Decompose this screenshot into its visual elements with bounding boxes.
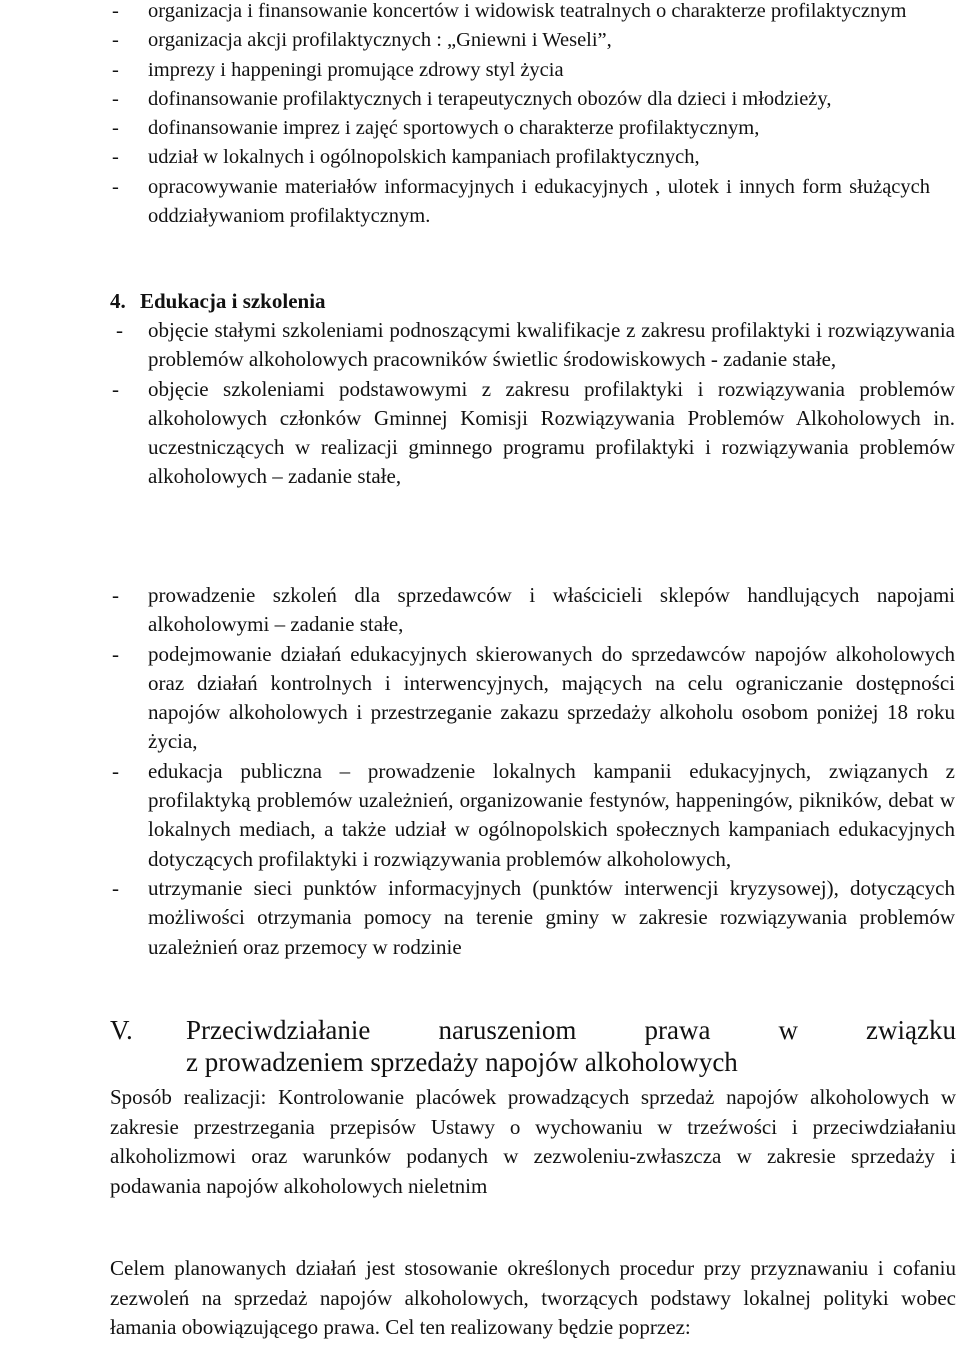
list-item (0, 173, 960, 232)
list-item (0, 640, 960, 757)
list-item (0, 85, 960, 114)
list-item (0, 0, 960, 26)
list-item (0, 874, 960, 962)
paragraph-method: Sposób realizacji: Kontrolowanie placówek prowadzących sprzedaż napojów alkoholowych w zakresie przestrzegania przepisów Ustawy o wychowaniu w trzeźwości i przeciwdziałaniu alkoholizmowi oraz warunków podanych w zezwoleniu-zwłaszcza w zakresie sprzedaży i podawania napojów alkoholowych nieletnim (110, 1085, 956, 1198)
list-item (0, 316, 960, 375)
list-item (0, 581, 960, 640)
list-dash: - (112, 29, 119, 52)
list-item-text: organizacja i finansowanie koncertów i widowisk teatralnych o charakterze profilaktycznym (148, 0, 907, 22)
list-item-text: objęcie szkoleniami podstawowymi z zakresu profilaktyki i rozwiązywania problemów alkoholowych członków Gminnej Komisji Rozwiązywania Problemów Alkoholowych in. uczestniczących w realizacji gminnego programu profilaktyki i rozwiązywania problemów alkoholowych – zadanie stałe, (148, 376, 955, 489)
list-dash: - (112, 87, 119, 110)
list-item-text: imprezy i happeningi promujące zdrowy styl życia (148, 58, 564, 81)
list-item-text: podejmowanie działań edukacyjnych skierowanych do sprzedawców napojów alkoholowych oraz działań kontrolnych i interwencyjnych, mających na celu ograniczanie dostępności napojów alkoholowych i przestrzeganie zakazu sprzedaży alkoholu osobom poniżej 18 roku życia, (148, 641, 955, 754)
list-item-text: objęcie stałymi szkoleniami podnoszącymi kwalifikacje z zakresu profilaktyki i rozwiązywania problemów alkoholowych pracowników świetlic środowiskowych - zadanie stałe, (148, 318, 955, 372)
heading-number: 4. (110, 289, 126, 313)
list-item (0, 143, 960, 172)
list-dash: - (112, 117, 119, 140)
list-item-text: prowadzenie szkoleń dla sprzedawców i właścicieli sklepów handlujących napojami alkoholowymi – zadanie stałe, (148, 583, 955, 637)
paragraph-goal: Celem planowanych działań jest stosowanie określonych procedur przy przyznawaniu i cofaniu zezwoleń na sprzedaż napojów alkoholowych, tworzących podstawy lokalnej polityki wobec łamania obowiązującego prawa. Cel ten realizowany będzie poprzez: (110, 1256, 956, 1340)
activities-list (0, 0, 960, 231)
list-dash: - (112, 875, 119, 900)
list-dash: - (112, 58, 119, 81)
list-item-text: dofinansowanie imprez i zajęć sportowych o charakterze profilaktycznym, (148, 117, 760, 140)
list-item-text: organizacja akcji profilaktycznych : „Gniewni i Weseli”, (148, 29, 612, 52)
section-numeral: V. (110, 1015, 133, 1045)
list-item (0, 26, 960, 55)
section-title-line-2: z prowadzeniem sprzedaży napojów alkoholowych (186, 1047, 738, 1077)
section-v-title (110, 1014, 956, 1078)
list-dash: - (112, 641, 119, 666)
heading-title: Edukacja i szkolenia (140, 289, 326, 313)
education-list (0, 581, 960, 962)
list-item (0, 114, 960, 143)
list-item-text: dofinansowanie profilaktycznych i terapeutycznych obozów dla dzieci i młodzieży, (148, 87, 832, 110)
list-dash: - (112, 583, 119, 607)
list-item-text: edukacja publiczna – prowadzenie lokalnych kampanii edukacyjnych, związanych z profilaktyką problemów uzależnień, organizowanie festynów, happeningów, pikników, debat w lokalnych mediach, a także udział w ogólnopolskich społecznych kampaniach edukacyjnych dotyczących profilaktyki i rozwiązywania problemów alkoholowych, (148, 758, 955, 871)
training-list (0, 316, 960, 492)
section-title-line-1: Przeciwdziałanie naruszeniom prawa w związku (186, 1015, 956, 1045)
list-item-text: utrzymanie sieci punktów informacyjnych (punktów interwencji kryzysowej), dotyczących możliwości otrzymania pomocy na terenie gminy w zakresie rozwiązywania problemów uzależnień oraz przemocy w rodzinie (148, 875, 955, 959)
list-item-text: opracowywanie materiałów informacyjnych i edukacyjnych , ulotek i innych form służących oddziaływaniom profilaktycznym. (148, 175, 930, 228)
list-dash: - (116, 318, 123, 342)
list-dash: - (112, 758, 119, 783)
list-dash: - (112, 146, 119, 169)
list-item-text: udział w lokalnych i ogólnopolskich kampaniach profilaktycznych, (148, 146, 700, 169)
list-dash: - (112, 376, 119, 401)
list-item (0, 757, 960, 874)
list-item (0, 56, 960, 85)
list-dash: - (112, 175, 119, 198)
list-item (0, 375, 960, 492)
list-dash: - (112, 0, 119, 22)
section-heading-4 (110, 287, 326, 316)
